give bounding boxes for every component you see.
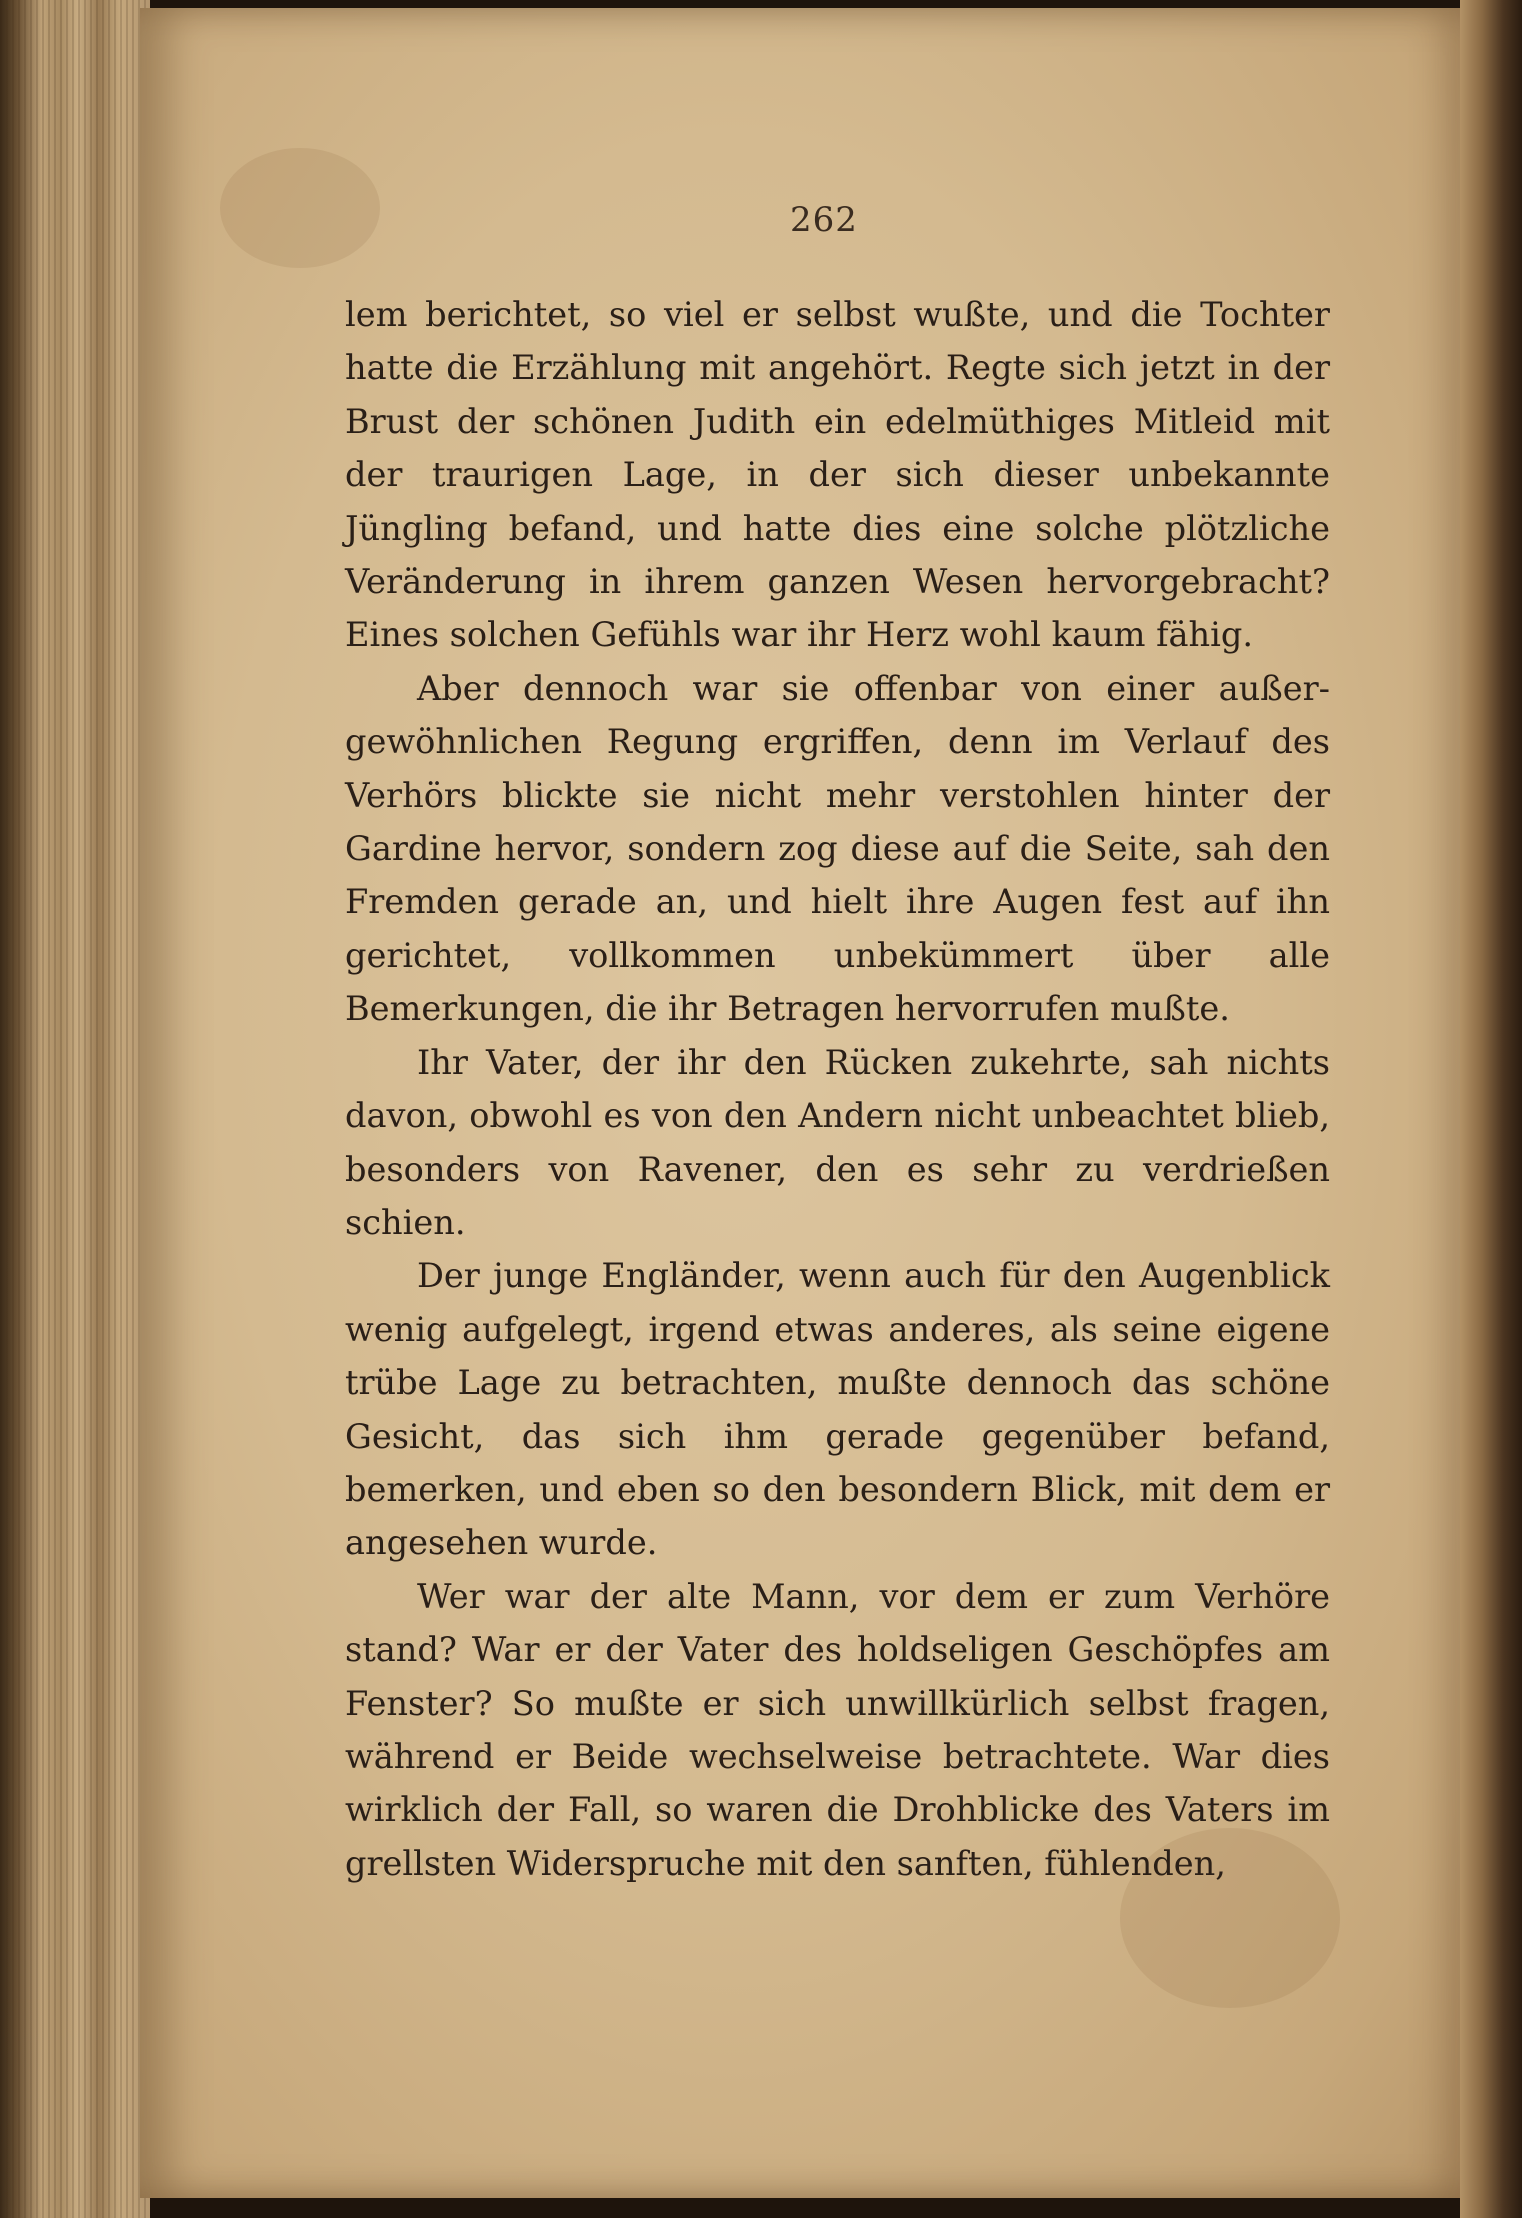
book-gutter (1460, 0, 1522, 2218)
book-page-edges (0, 0, 150, 2218)
page-number: 262 (790, 200, 858, 240)
page-body-text (345, 288, 1330, 1890)
paragraph: Wer war der alte Mann, vor dem er zum Verhöre stand? War er der Vater des holdseligen Geschöpfes am Fenster? So mußte er sich unwillkürlich selbst fragen, während er Beide wechselweise betrachtete. War dies wirklich der Fall, so waren die Drohblicke des Vaters im grellsten Widerspruche mit den sanften, fühlenden, (345, 1576, 1330, 1883)
paragraph: Aber dennoch war sie offenbar von einer außergewöhnlichen Regung ergriffen, denn im Verlauf des Verhörs blickte sie nicht mehr verstohlen hinter der Gardine hervor, sondern zog diese auf die Seite, sah den Fremden gerade an, und hielt ihre Augen fest auf ihn gerichtet, vollkommen unbekümmert über alle Bemerkungen, die ihr Betragen hervorrufen mußte. (345, 668, 1330, 1029)
paragraph: lem berichtet, so viel er selbst wußte, und die Tochter hatte die Erzählung mit angehört. Regte sich jetzt in der Brust der schönen Judith ein edelmüthiges Mitleid mit der traurigen Lage, in der sich dieser unbekannte Jüngling befand, und hatte dies eine solche plötzliche Veränderung in ihrem ganzen Wesen hervorgebracht? Eines solchen Gefühls war ihr Herz wohl kaum fähig. (345, 295, 1330, 655)
paragraph: Der junge Engländer, wenn auch für den Augenblick wenig aufgelegt, irgend etwas anderes, als seine eigene trübe Lage zu betrachten, mußte dennoch das schöne Gesicht, das sich ihm gerade gegenüber befand, bemerken, und eben so den besondern Blick, mit dem er angesehen wurde. (345, 1256, 1330, 1563)
paper-stain (220, 148, 380, 268)
paragraph: Ihr Vater, der ihr den Rücken zukehrte, sah nichts davon, obwohl es von den Andern nicht unbeachtet blieb, besonders von Ravener, den es sehr zu verdrießen schien. (345, 1042, 1330, 1242)
